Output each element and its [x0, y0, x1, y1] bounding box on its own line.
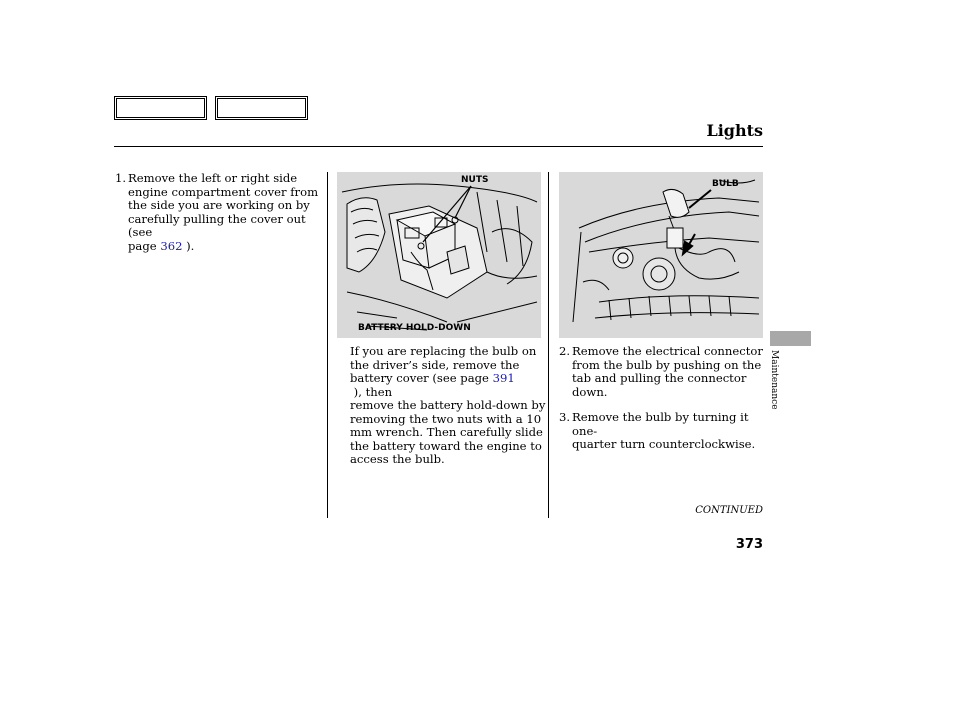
- nav-box-2[interactable]: [215, 96, 308, 120]
- bulb-illustration: [559, 172, 763, 338]
- step-number: 3.: [559, 410, 571, 424]
- text-line: [350, 372, 546, 399]
- text-line: remove the battery hold-down by: [350, 398, 546, 412]
- page-link-391[interactable]: 391: [492, 371, 515, 385]
- text-line: the driver’s side, remove the: [350, 357, 520, 372]
- text-line: [128, 240, 325, 254]
- text-line: down.: [572, 384, 608, 399]
- text-fragment: ), then: [350, 384, 393, 399]
- text-fragment: battery cover (see page: [350, 371, 493, 385]
- column-divider-2: [548, 172, 549, 518]
- header-rule: [114, 146, 763, 147]
- text-line: Remove the left or right side: [128, 171, 298, 185]
- text-fragment: page: [128, 238, 161, 253]
- battery-figure: [337, 172, 541, 338]
- step-text: [128, 172, 325, 253]
- text-line: quarter turn counterclockwise.: [572, 437, 756, 451]
- page-number: 373: [735, 537, 763, 552]
- page-title: Lights: [706, 121, 763, 140]
- side-label-text: Maintenance: [769, 350, 779, 410]
- bulb-figure: [559, 172, 763, 338]
- nuts-label: NUTS: [461, 175, 489, 185]
- text-line: carefully pulling the cover out (see: [128, 211, 306, 239]
- text-fragment: ).: [182, 238, 195, 253]
- text-line: the side you are working on by: [128, 198, 310, 212]
- bulb-label: BULB: [712, 179, 739, 189]
- text-line: removing the two nuts with a 10: [350, 411, 542, 426]
- text-line: from the bulb by pushing on the: [572, 357, 762, 372]
- step-number: 1.: [115, 171, 127, 185]
- step-text: [572, 345, 763, 399]
- battery-hold-down-label: BATTERY HOLD-DOWN: [358, 323, 471, 333]
- column-divider-1: [327, 172, 328, 518]
- battery-illustration: [337, 172, 541, 338]
- step-text: [572, 411, 764, 452]
- nav-box-1[interactable]: [114, 96, 207, 120]
- battery-paragraph: [350, 345, 546, 467]
- text-line: the battery toward the engine to: [350, 438, 542, 453]
- page-link-362[interactable]: 362: [160, 238, 183, 253]
- text-line: Remove the electrical connector: [572, 344, 763, 358]
- step-number: 2.: [559, 344, 571, 358]
- text-line: engine compartment cover from: [128, 184, 319, 199]
- text-line: If you are replacing the bulb on: [350, 344, 537, 358]
- continued-label: CONTINUED: [695, 505, 763, 516]
- text-line: access the bulb.: [350, 452, 445, 466]
- text-line: tab and pulling the connector: [572, 371, 747, 385]
- text-line: mm wrench. Then carefully slide: [350, 425, 543, 439]
- section-side-label: [765, 350, 779, 420]
- section-tab[interactable]: [770, 331, 811, 346]
- text-line: Remove the bulb by turning it one-: [572, 410, 749, 438]
